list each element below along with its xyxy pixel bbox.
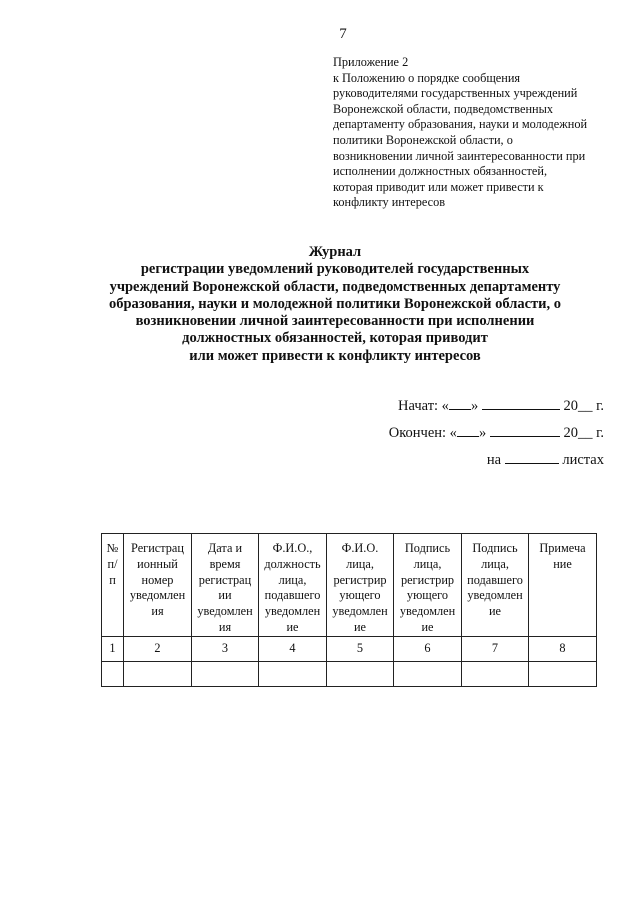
started-month-blank [482, 397, 560, 410]
started-mid: » [470, 398, 479, 414]
empty-entry-row [102, 661, 597, 686]
started-year: 20__ г. [563, 398, 604, 414]
empty-cell [259, 661, 327, 686]
column-number-cell: 5 [327, 636, 394, 661]
started-line [398, 397, 604, 415]
appendix-line: руководителями государственных учреждений [333, 86, 578, 101]
title-line: учреждений Воронежской области, подведомственных департаменту [109, 278, 561, 295]
col-header-submitter-signature: Подпись лица, подавшего уведомлен ие [462, 534, 529, 637]
page-number: 7 [339, 26, 347, 42]
empty-cell [394, 661, 462, 686]
column-number-cell: 4 [259, 636, 327, 661]
finished-mid: » [478, 425, 487, 441]
col-header-submitter-name: Ф.И.О., должность лица, подавшего уведомлен ие [259, 534, 327, 637]
title-line: Журнал [308, 244, 362, 260]
sheets-line [487, 451, 604, 469]
title-line: возникновении личной заинтересованности при исполнении [135, 313, 535, 330]
col-header-note: Примеча ние [529, 534, 597, 637]
sheets-suffix: листах [562, 452, 604, 468]
appendix-line: департаменту образования, науки и молодежной [333, 117, 588, 132]
appendix-line: исполнении должностных обязанностей, [333, 164, 548, 179]
journal-table [101, 533, 597, 687]
col-header-number: № п/ п [102, 534, 124, 637]
column-number-cell: 6 [394, 636, 462, 661]
appendix-line: к Положению о порядке сообщения [333, 70, 521, 85]
appendix-note [333, 55, 618, 211]
sheets-prefix: на [486, 452, 502, 468]
finished-label: Окончен: « [388, 425, 457, 441]
title-line: регистрации уведомлений руководителей государственных [140, 261, 530, 278]
col-header-registrar-signature: Подпись лица, регистрир ующего уведомлен ие [394, 534, 462, 637]
col-header-registration-number: Регистрац ионный номер уведомлен ия [124, 534, 192, 637]
empty-cell [124, 661, 192, 686]
finished-line [389, 424, 604, 442]
appendix-line: Воронежской области, подведомственных [333, 101, 554, 116]
finished-month-blank [490, 424, 560, 437]
empty-cell [102, 661, 124, 686]
finished-day-blank [457, 424, 479, 437]
column-number-cell: 3 [192, 636, 259, 661]
empty-cell [192, 661, 259, 686]
journal-title [0, 244, 640, 365]
appendix-line: возникновении личной заинтересованности при [333, 148, 586, 163]
col-header-registration-date: Дата и время регистрац ии уведомлен ия [192, 534, 259, 637]
empty-cell [327, 661, 394, 686]
started-label: Начат: « [398, 398, 449, 414]
title-line: или может привести к конфликту интересов [189, 347, 481, 364]
appendix-line: конфликту интересов [333, 195, 446, 210]
finished-year: 20__ г. [563, 425, 604, 441]
header-row [102, 534, 597, 637]
title-line: образования, науки и молодежной политики Воронежской области, о [108, 295, 562, 312]
col-header-registrar-name: Ф.И.О. лица, регистрир ующего уведомлен ие [327, 534, 394, 637]
column-number-cell: 8 [529, 636, 597, 661]
title-line: должностных обязанностей, которая приводит [182, 330, 488, 347]
sheets-blank [505, 451, 559, 464]
column-number-cell: 1 [102, 636, 124, 661]
column-number-cell: 7 [462, 636, 529, 661]
started-day-blank [449, 397, 471, 410]
appendix-line: политики Воронежской области, о [333, 132, 513, 147]
appendix-line: Приложение 2 [333, 55, 409, 69]
empty-cell [529, 661, 597, 686]
column-number-cell: 2 [124, 636, 192, 661]
column-number-row [102, 636, 597, 661]
appendix-line: которая приводит или может привести к [333, 179, 544, 194]
empty-cell [462, 661, 529, 686]
